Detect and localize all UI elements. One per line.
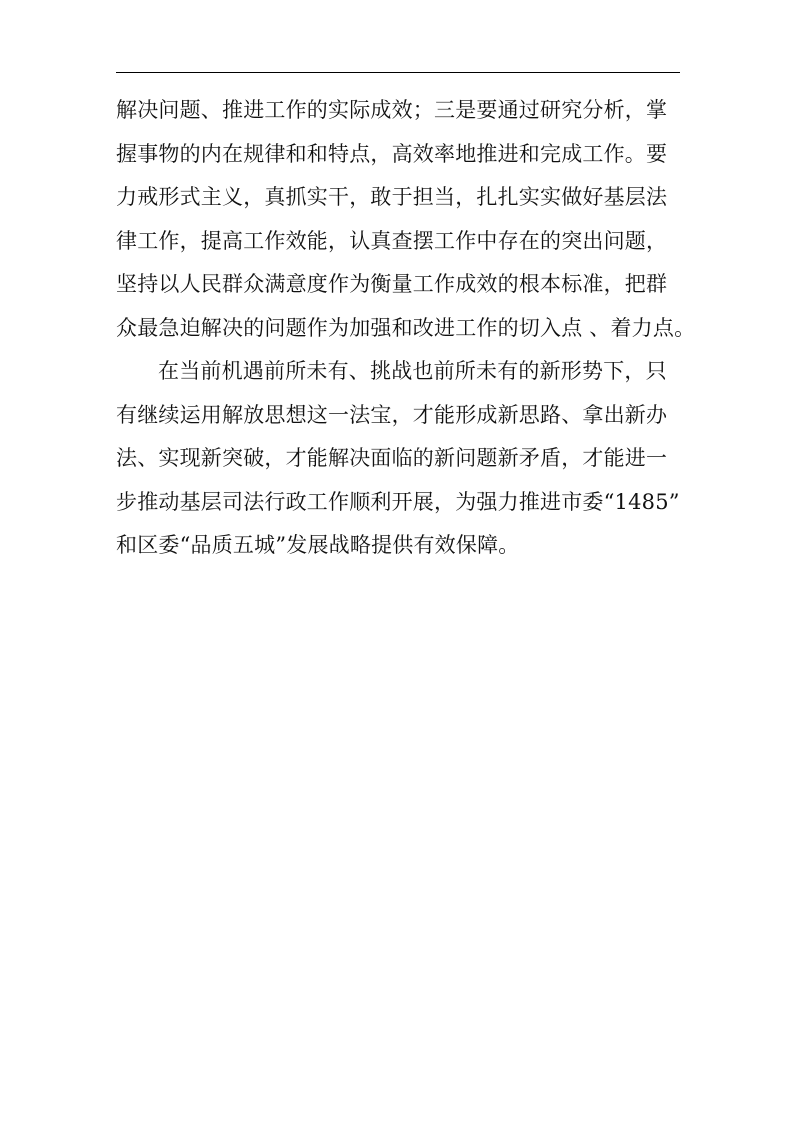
body-line-1: 解决问题、推进工作的实际成效；三是要通过研究分析，掌: [116, 98, 668, 122]
body-line-4: 律工作，提高工作效能，认真查摆工作中存在的突出问题，: [116, 229, 668, 253]
header-rule: [116, 72, 680, 73]
paragraph-2-line-4: 步推动基层司法行政工作顺利开展，为强力推进市委“1485”: [116, 490, 680, 514]
paragraph-2-line-1: 在当前机遇前所未有、挑战也前所未有的新形势下，只: [158, 359, 667, 383]
body-line-5: 坚持以人民群众满意度作为衡量工作成效的根本标准，把群: [116, 272, 668, 296]
body-line-2: 握事物的内在规律和和特点，高效率地推进和完成工作。要: [116, 142, 668, 166]
paragraph-2-line-2: 有继续运用解放思想这一法宝，才能形成新思路、拿出新办: [116, 403, 668, 427]
paragraph-2-line-5: 和区委“品质五城”发展战略提供有效保障。: [116, 533, 520, 557]
body-line-6: 众最急迫解决的问题作为加强和改进工作的切入点 、着力点。: [116, 316, 696, 340]
paragraph-2-line-3: 法、实现新突破，才能解决面临的新问题新矛盾，才能进一: [116, 446, 668, 470]
body-line-3: 力戒形式主义，真抓实干，敢于担当，扎扎实实做好基层法: [116, 185, 668, 209]
